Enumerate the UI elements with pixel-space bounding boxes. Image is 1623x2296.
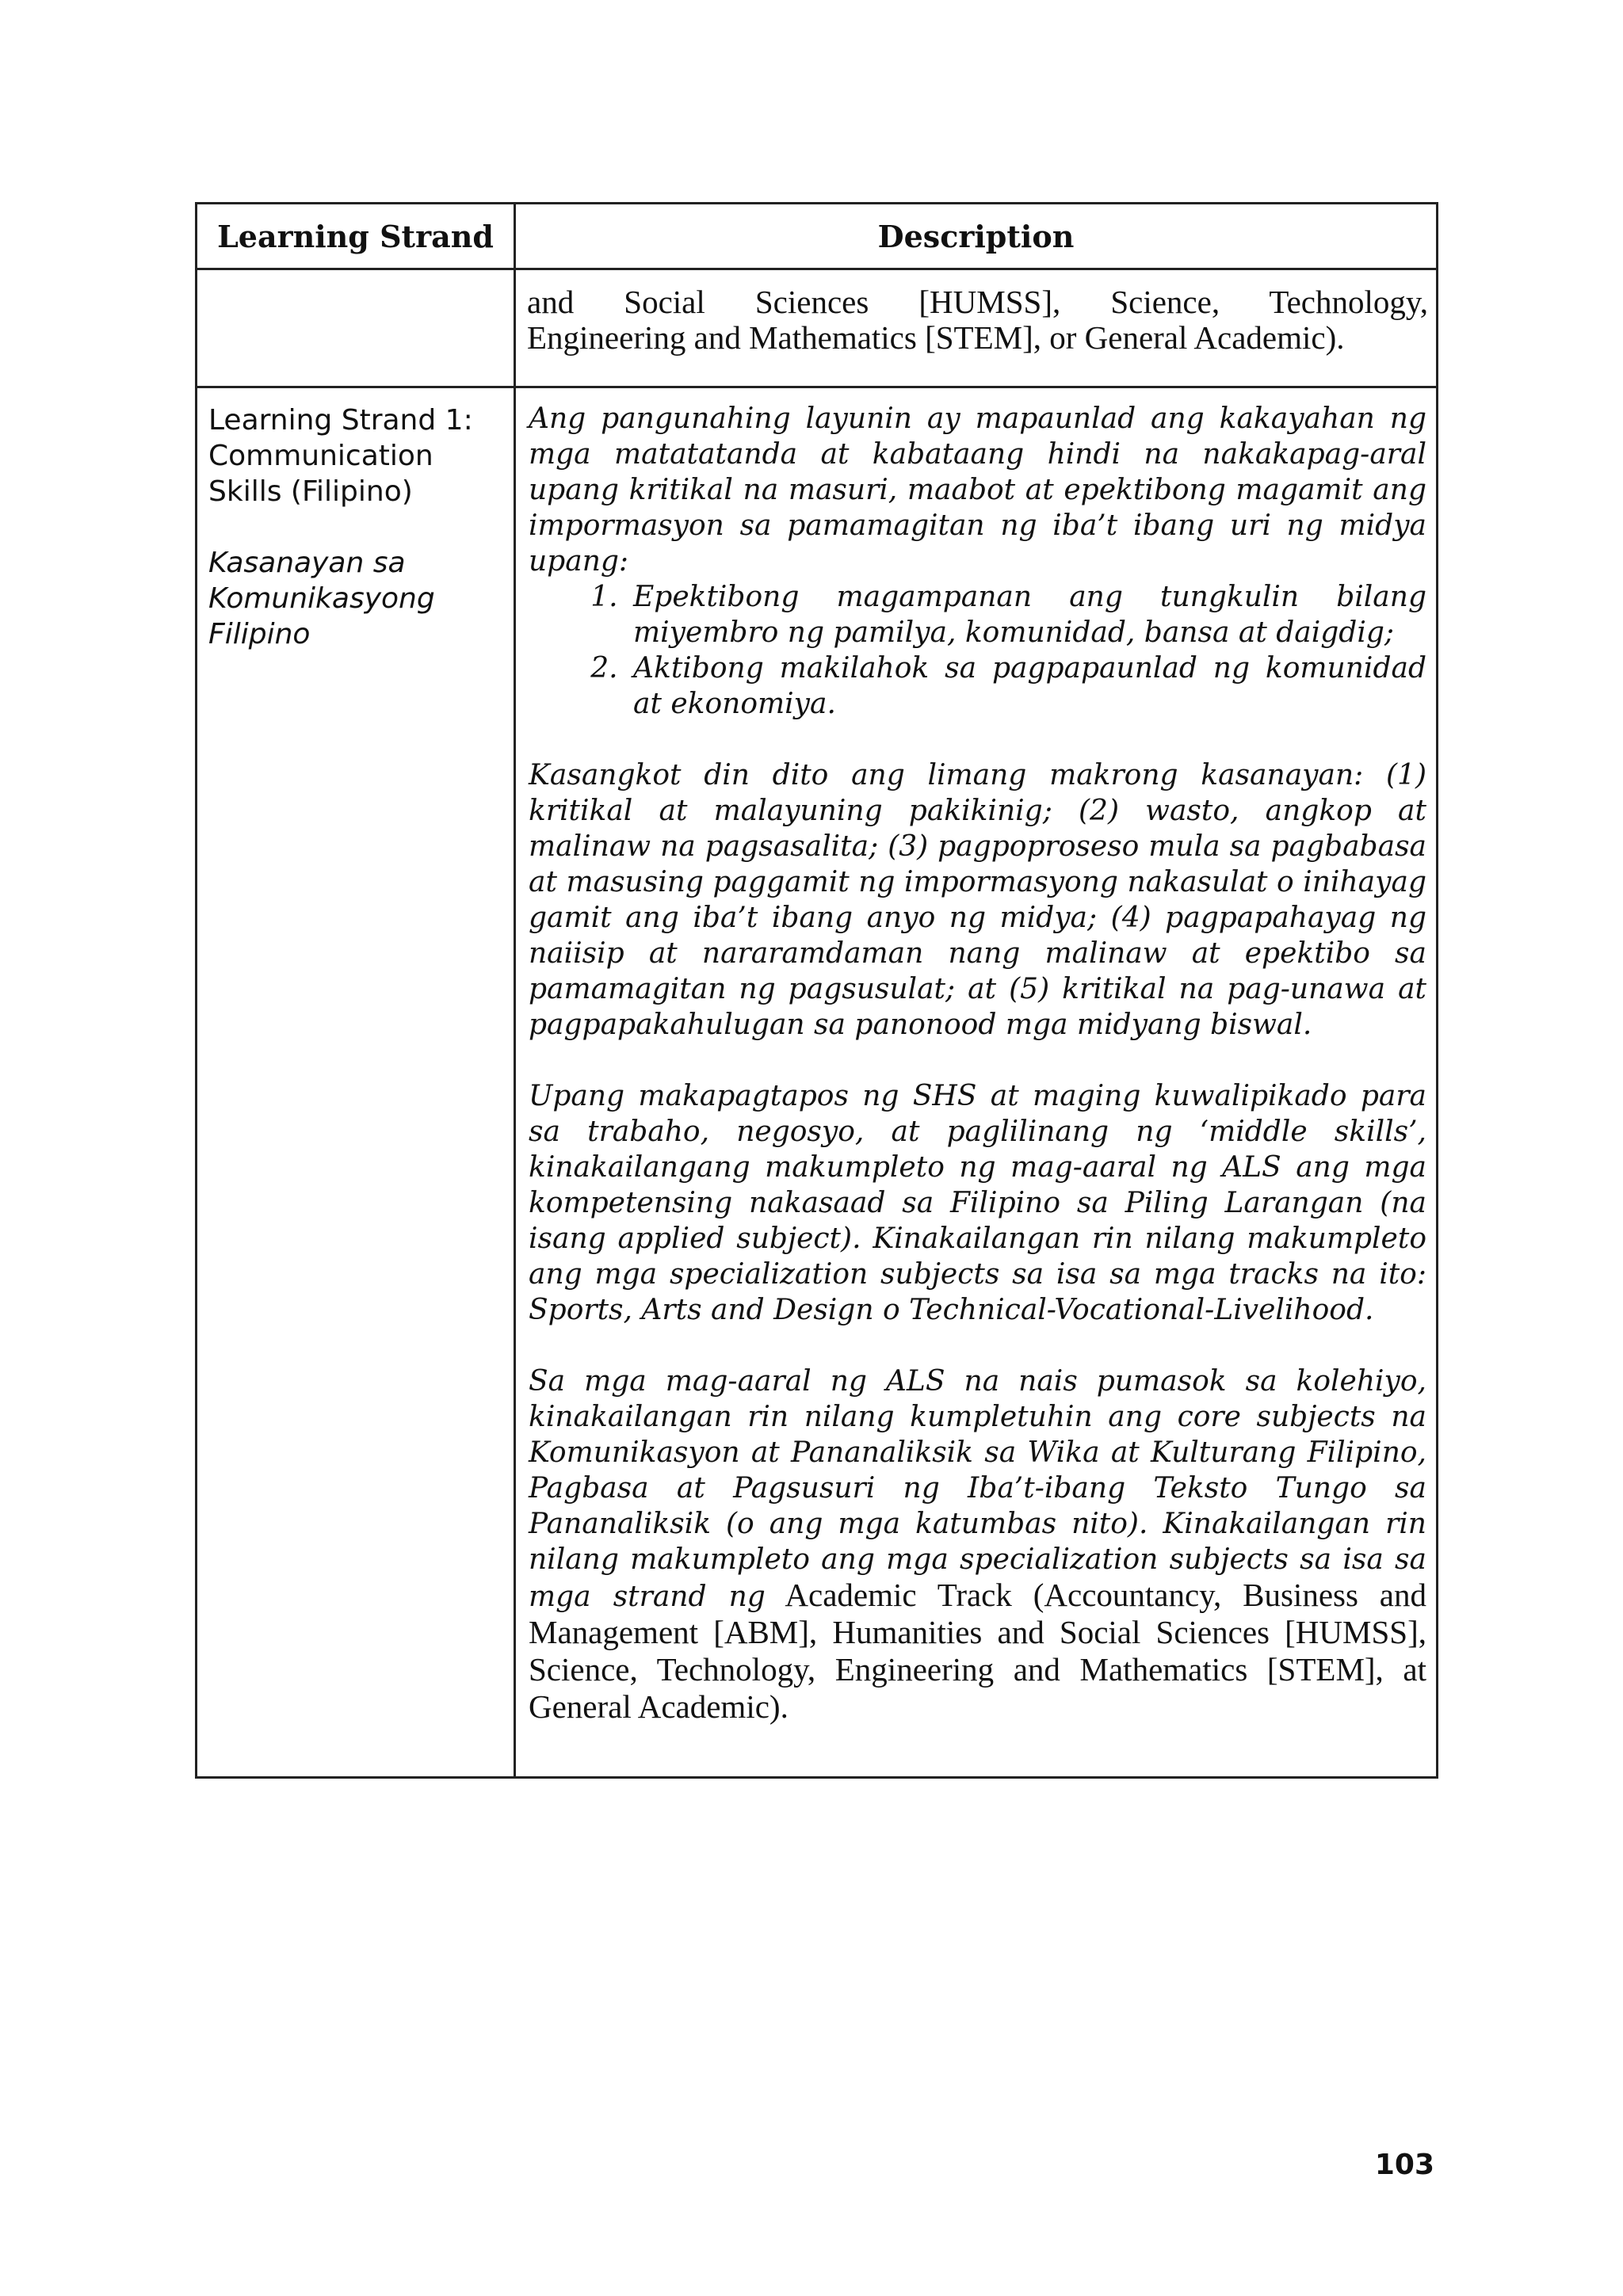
description-intro: Ang pangunahing layunin ay mapaunlad ang kakayahan ng mga matatatanda at kabataang hindi na nakakapag-aral upang kritikal na masuri, maabot at epektibong magamit ang impormasyon sa pamamagitan ng iba’t ibang uri ng midya upang: <box>529 402 1426 578</box>
description-skills: Kasangkot din dito ang limang makrong kasanayan: (1) kritikal at malayuning pakikinig; (2) wasto, angkop at malinaw na pagsasalita; (3) pagpoproseso mula sa pagbabasa at masusing paggamit ng impormasyong nakasulat o inihayag gamit ang iba’t ibang anyo ng midya; (4) pagpapahayag ng naiisip at nararamdaman nang malinaw at epektibo sa pamamagitan ng pagsusulat; at (5) kritikal na pag-unawa at pagpapakahulugan sa panonood mga midyang biswal. <box>529 759 1426 1041</box>
header-learning-strand: Learning Strand <box>197 204 515 269</box>
goal-item-1: 1. Epektibong magampanan ang tungkulin bilang miyembro ng pamilya, komunidad, bansa at daigdig; <box>627 579 1426 650</box>
continuation-strand-cell <box>197 269 515 387</box>
description-cell <box>515 387 1438 1778</box>
strand-filipino-line-1: Kasanayan sa <box>208 547 406 579</box>
continuation-line-1: and Social Sciences [HUMSS], Science, Technology, <box>527 284 1428 320</box>
table-row-continuation <box>197 269 1438 387</box>
strand-filipino-line-2: Komunikasyong <box>208 582 435 615</box>
learning-strand-table <box>195 202 1438 1779</box>
description-shs: Upang makapagtapos ng SHS at maging kuwalipikado para sa trabaho, negosyo, at paglilinang ng ‘middle skills’, kinakailangang makumpleto ng mag-aaral ng ALS ang mga kompetensing nakasaad sa Filipino sa Piling Larangan (na isang applied subject). Kinakailangan rin nilang makumpleto ang mga specialization subjects sa isa sa mga tracks na ito: Sports, Arts and Design o Technical-Vocational-Livelihood. <box>529 1080 1426 1326</box>
strand-title-line-1: Learning Strand 1: <box>208 404 473 437</box>
table-row-learning-strand-1 <box>197 387 1438 1778</box>
description-college <box>529 1363 1426 1726</box>
strand-filipino-line-3: Filipino <box>208 618 311 650</box>
continuation-description-cell <box>515 269 1438 387</box>
strand-title-line-3: Skills (Filipino) <box>208 475 413 508</box>
college-italic-text: Sa mga mag-aaral ng ALS na nais pumasok sa kolehiyo, kinakailangan rin nilang kumpletuhin ang core subjects na Komunikasyon at Pananaliksik sa Wika at Kulturang Filipino, Pagbasa at Pagsusuri ng Iba’t-ibang Teksto Tungo sa Pananaliksik (o ang mga katumbas nito). Kinakailangan rin nilang makumpleto ang mga specialization subjects sa isa sa mga strand ng <box>529 1365 1426 1613</box>
table-header-row <box>197 204 1438 269</box>
page-number: 103 <box>1374 2149 1434 2181</box>
strand-filipino-title <box>208 545 506 652</box>
goal-item-2: 2. Aktibong makilahok sa pagpapaunlad ng komunidad at ekonomiya. <box>627 650 1426 722</box>
continuation-line-2: Engineering and Mathematics [STEM], or General Academic). <box>527 319 1345 356</box>
college-roman-text: Academic Track (Accountancy, Business and Management [ABM], Humanities and Social Sciences [HUMSS], Science, Technology, Engineering and Mathematics [STEM], at General Academic). <box>529 1577 1426 1725</box>
strand-cell <box>197 387 515 1778</box>
header-description: Description <box>515 204 1438 269</box>
strand-title-line-2: Communication <box>208 440 433 472</box>
goals-list <box>529 579 1426 722</box>
